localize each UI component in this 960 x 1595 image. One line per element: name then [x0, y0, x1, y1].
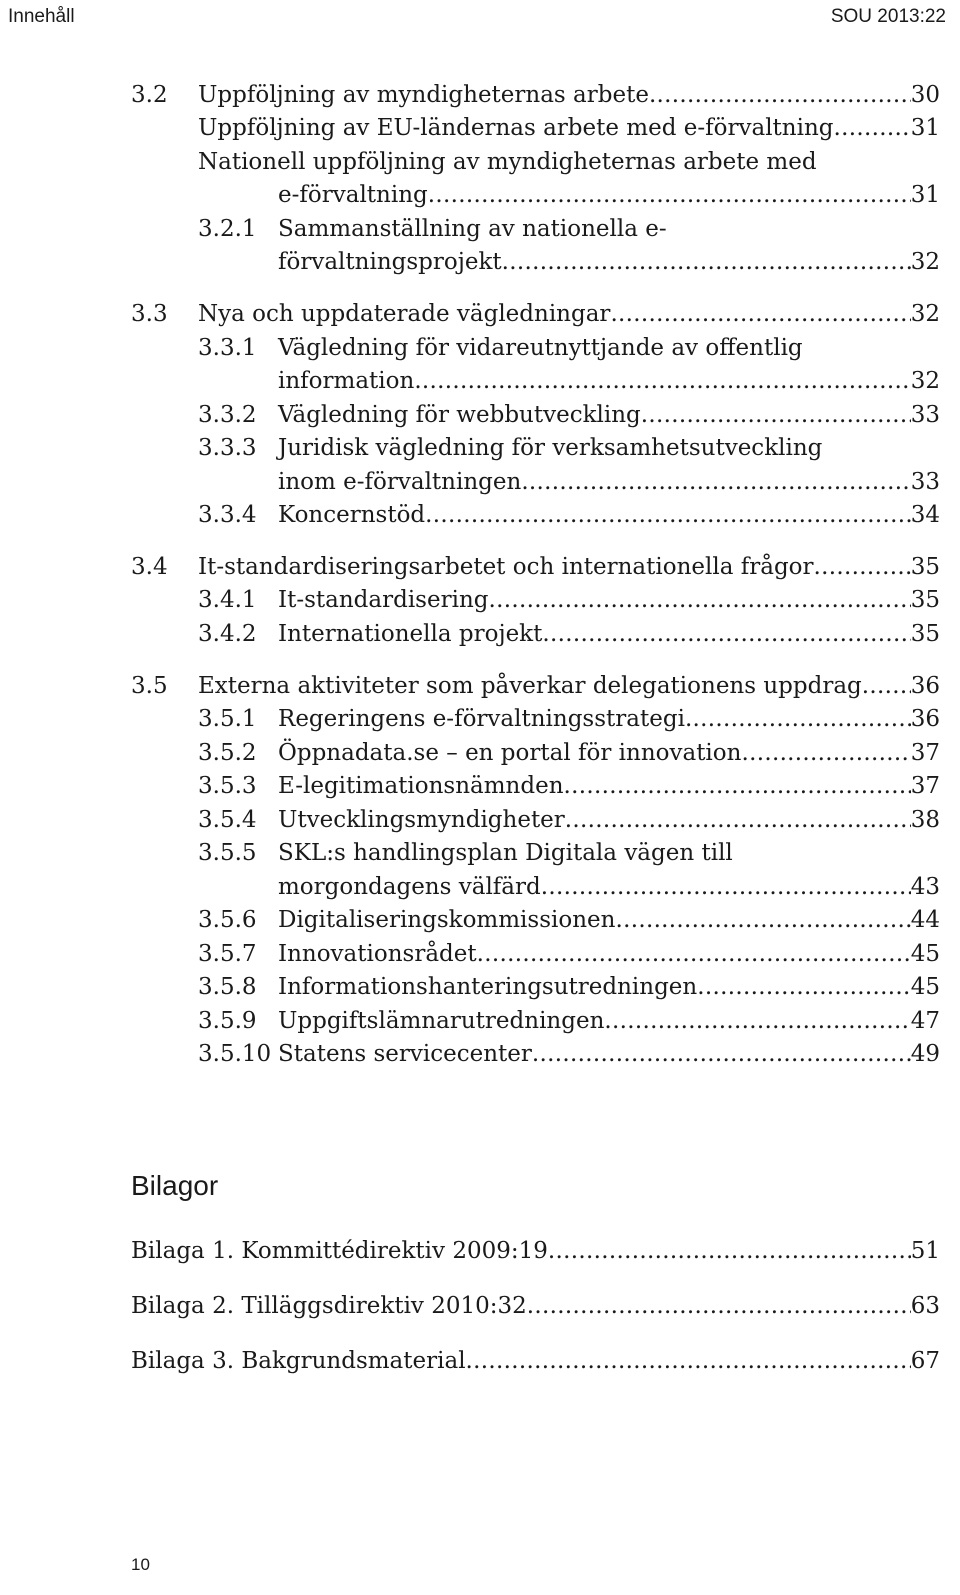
toc-entry	[0, 498, 940, 532]
toc-entry	[0, 1289, 940, 1323]
toc-entry-title: Öppnadata.se – en portal för innovation	[278, 740, 742, 766]
toc-entry-number: 3.4.2	[198, 621, 257, 647]
toc-entry-title: E-legitimationsnämnden	[278, 773, 564, 799]
toc-entry-number: 3.5.9	[198, 1008, 257, 1034]
document-id: SOU 2013:22	[830, 6, 946, 27]
toc-entry-page: 35	[910, 587, 940, 613]
toc-entry-number: 3.3.4	[198, 502, 257, 528]
toc-entry-page: 37	[910, 773, 940, 799]
dot-leader	[477, 937, 911, 971]
toc-entry-title: Regeringens e-förvaltningsstrategi	[278, 706, 685, 732]
toc-entry-title: Bilaga 1. Kommittédirektiv 2009:19	[131, 1238, 548, 1264]
toc-entry-title: Informationshanteringsutredningen	[278, 974, 698, 1000]
toc-entry	[0, 297, 940, 331]
toc-entry-number: 3.5.5	[198, 840, 257, 866]
toc-entry-page: 32	[910, 301, 940, 327]
toc-entry	[0, 970, 940, 1004]
toc-entry-title: Internationella projekt	[278, 621, 543, 647]
toc-entry-title: Nationell uppföljning av myndigheternas arbete med	[198, 149, 817, 175]
toc-entry	[0, 1004, 940, 1038]
toc-entry-title: Uppföljning av EU-ländernas arbete med e-förvaltning	[198, 115, 834, 141]
dot-leader	[488, 583, 910, 617]
toc-entry-page: 36	[910, 706, 940, 732]
toc-entry-number: 3.5.3	[198, 773, 257, 799]
toc-entry-page: 38	[910, 807, 940, 833]
toc-entry-page: 63	[910, 1293, 940, 1319]
dot-leader	[466, 1344, 911, 1378]
toc-entry-page: 47	[910, 1008, 940, 1034]
toc-entry-page: 32	[910, 249, 940, 275]
toc-entry-page: 35	[910, 554, 940, 580]
dot-leader	[428, 178, 911, 212]
toc-entry-title: morgondagens välfärd	[278, 874, 541, 900]
toc-entry	[0, 78, 940, 112]
dot-leader	[834, 111, 911, 145]
toc-entry-number: 3.5.7	[198, 941, 257, 967]
toc-entry	[0, 550, 940, 584]
toc-entry-title: Sammanställning av nationella e-	[278, 216, 667, 242]
page-number: 10	[131, 1555, 150, 1574]
dot-leader	[502, 245, 911, 279]
toc-entry-title: Innovationsrådet	[278, 941, 477, 967]
toc-entry	[0, 364, 940, 398]
dot-leader	[741, 736, 910, 770]
toc-entry-page: 33	[910, 402, 940, 428]
dot-leader	[414, 364, 910, 398]
dot-leader	[641, 398, 911, 432]
toc-entry	[0, 702, 940, 736]
toc-entry	[0, 1037, 940, 1071]
toc-entry-number: 3.5	[131, 673, 168, 699]
toc-entry-title: Bilaga 3. Bakgrundsmaterial	[131, 1348, 466, 1374]
toc-entry-page: 51	[910, 1238, 940, 1264]
toc-entry-title: information	[278, 368, 415, 394]
dot-leader	[649, 78, 911, 112]
toc-entry-page: 49	[910, 1041, 940, 1067]
toc-entry-title: Utvecklingsmyndigheter	[278, 807, 565, 833]
toc-entry	[0, 583, 940, 617]
toc-entry-page: 31	[910, 182, 940, 208]
toc-entry	[0, 1234, 940, 1268]
toc-entry-page: 33	[910, 469, 940, 495]
toc-entry-title: Digitaliseringskommissionen	[278, 907, 616, 933]
toc-entry-page: 30	[910, 82, 940, 108]
toc-entry	[0, 617, 940, 651]
toc-entry-number: 3.2	[131, 82, 168, 108]
dot-leader	[527, 1289, 911, 1323]
toc-entry-title: e-förvaltning	[278, 182, 428, 208]
toc-entry-title: Juridisk vägledning för verksamhetsutveckling	[278, 435, 823, 461]
toc-entry-number: 3.4.1	[198, 587, 257, 613]
toc-entry-title: förvaltningsprojekt	[278, 249, 502, 275]
toc-entry-page: 45	[910, 941, 940, 967]
dot-leader	[425, 498, 911, 532]
appendix-heading: Bilagor	[131, 1170, 219, 1201]
toc-entry	[0, 111, 940, 145]
toc-entry-title: Externa aktiviteter som påverkar delegationens uppdrag	[198, 673, 862, 699]
dot-leader	[615, 903, 910, 937]
toc-entry	[0, 937, 940, 971]
toc-entry-title: Uppgiftslämnarutredningen	[278, 1008, 605, 1034]
toc-entry-title: SKL:s handlingsplan Digitala vägen till	[278, 840, 733, 866]
toc-entry-number: 3.3.3	[198, 435, 257, 461]
toc-entry	[0, 331, 940, 365]
dot-leader	[532, 1037, 911, 1071]
toc-entry-page: 67	[910, 1348, 940, 1374]
toc-entry	[0, 769, 940, 803]
dot-leader	[541, 870, 911, 904]
toc-entry-number: 3.3	[131, 301, 168, 327]
dot-leader	[814, 550, 911, 584]
toc-entry	[0, 903, 940, 937]
toc-entry-page: 43	[910, 874, 940, 900]
toc-entry-number: 3.5.4	[198, 807, 257, 833]
toc-entry-title: Uppföljning av myndigheternas arbete	[198, 82, 649, 108]
dot-leader	[862, 669, 911, 703]
dot-leader	[685, 702, 911, 736]
toc-entry-title: Koncernstöd	[278, 502, 426, 528]
toc-entry-number: 3.5.1	[198, 706, 257, 732]
toc-entry-title: It-standardiseringsarbetet och internationella frågor	[198, 554, 814, 580]
toc-entry-title: Bilaga 2. Tilläggsdirektiv 2010:32	[131, 1293, 527, 1319]
toc-entry	[0, 465, 940, 499]
toc-entry-number: 3.3.2	[198, 402, 257, 428]
toc-entry	[0, 431, 940, 465]
toc-entry-page: 35	[910, 621, 940, 647]
dot-leader	[521, 465, 910, 499]
toc-entry-title: Nya och uppdaterade vägledningar	[198, 301, 611, 327]
toc-entry-page: 37	[910, 740, 940, 766]
running-header	[0, 6, 960, 38]
toc-entry-number: 3.5.10	[198, 1041, 272, 1067]
dot-leader	[564, 769, 911, 803]
toc-entry-page: 44	[910, 907, 940, 933]
toc-entry-page: 31	[910, 115, 940, 141]
dot-leader	[548, 1234, 911, 1268]
toc-entry-number: 3.2.1	[198, 216, 257, 242]
dot-leader	[604, 1004, 910, 1038]
toc-entry	[0, 669, 940, 703]
toc-entry	[0, 1344, 940, 1378]
toc-entry	[0, 245, 940, 279]
toc-entry	[0, 178, 940, 212]
toc-entry	[0, 398, 940, 432]
toc-entry-title: Statens servicecenter	[278, 1041, 532, 1067]
toc-entry-number: 3.5.2	[198, 740, 257, 766]
toc-entry-title: It-standardisering	[278, 587, 489, 613]
toc-entry-number: 3.5.6	[198, 907, 257, 933]
toc-entry	[0, 870, 940, 904]
toc-entry-number: 3.4	[131, 554, 168, 580]
toc-entry	[0, 836, 940, 870]
toc-entry	[0, 212, 940, 246]
toc-entry-page: 34	[910, 502, 940, 528]
toc-entry	[0, 803, 940, 837]
toc-entry-page: 45	[910, 974, 940, 1000]
dot-leader	[697, 970, 910, 1004]
toc-entry-number: 3.5.8	[198, 974, 257, 1000]
toc-entry-page: 32	[910, 368, 940, 394]
toc-entry-number: 3.3.1	[198, 335, 257, 361]
toc-entry-title: inom e-förvaltningen	[278, 469, 522, 495]
toc-entry	[0, 736, 940, 770]
dot-leader	[542, 617, 910, 651]
dot-leader	[565, 803, 911, 837]
dot-leader	[610, 297, 910, 331]
toc-entry-page: 36	[910, 673, 940, 699]
toc-entry-title: Vägledning för vidareutnyttjande av offentlig	[278, 335, 803, 361]
section-label: Innehåll	[8, 6, 75, 27]
toc-entry	[0, 145, 940, 179]
toc-entry-title: Vägledning för webbutveckling	[278, 402, 641, 428]
